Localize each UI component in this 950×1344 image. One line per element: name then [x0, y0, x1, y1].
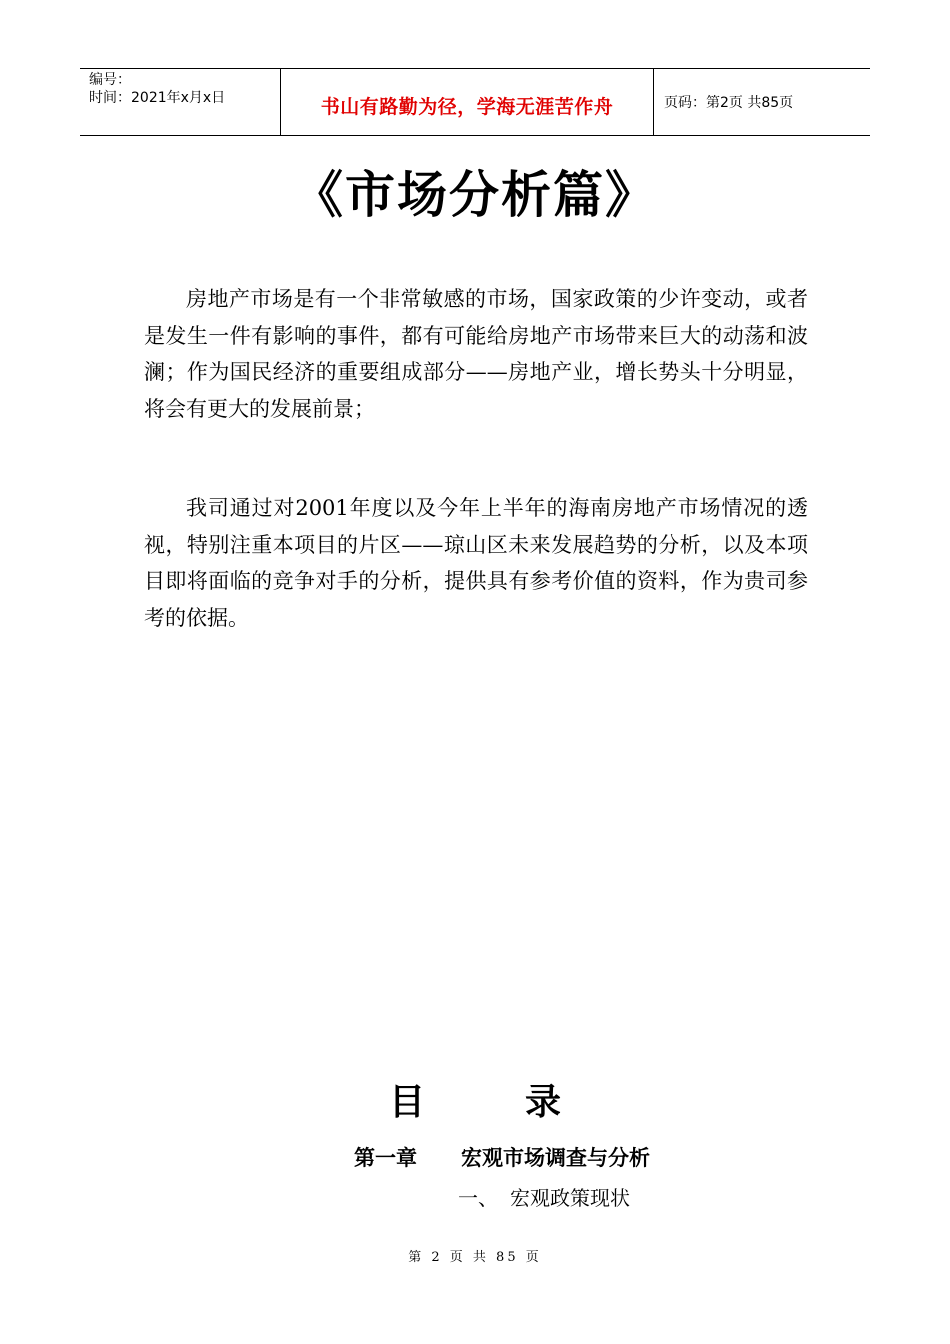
toc-section-number: 一、: [458, 1186, 498, 1210]
toc-chapter-title: 宏观市场调查与分析: [461, 1146, 650, 1170]
body-paragraph-2: 我司通过对2001年度以及今年上半年的海南房地产市场情况的透视，特别注重本项目的片区——琼山区未来发展趋势的分析，以及本项目即将面临的竞争对手的分析，提供具有参考价值的资料，作为贵司参考的依据。: [144, 496, 808, 630]
header-page-cell: [654, 69, 870, 135]
header-motto: 书山有路勤为径，学海无涯苦作舟: [320, 95, 614, 118]
toc-chapter-number: 第一章: [354, 1146, 417, 1170]
toc-heading-char-1: 目: [388, 1082, 425, 1123]
body-paragraph-1: 房地产市场是有一个非常敏感的市场，国家政策的少许变动，或者是发生一件有影响的事件，都有可能给房地产市场带来巨大的动荡和波澜；作为国民经济的重要组成部分——房地产业，增长势头十分明显，将会有更大的发展前景；: [144, 287, 808, 421]
header-page-info: 页码：第2页 共85页: [664, 95, 794, 111]
document-header: [80, 68, 870, 136]
header-date-label: 时间：2021年x月x日: [89, 90, 226, 106]
toc-chapter-entry[interactable]: [354, 1143, 650, 1173]
toc-heading: [0, 1078, 950, 1128]
toc-heading-char-2: 录: [525, 1082, 562, 1123]
footer-page-number: 第 2 页 共 85 页: [408, 1250, 542, 1265]
toc-section-entry[interactable]: [458, 1183, 630, 1213]
toc-section-title: 宏观政策现状: [510, 1186, 630, 1210]
header-meta-cell: [80, 69, 281, 135]
header-code-label: 编号：: [89, 72, 131, 88]
page-title: 《市场分析篇》: [293, 166, 657, 224]
header-motto-cell: [281, 69, 654, 135]
